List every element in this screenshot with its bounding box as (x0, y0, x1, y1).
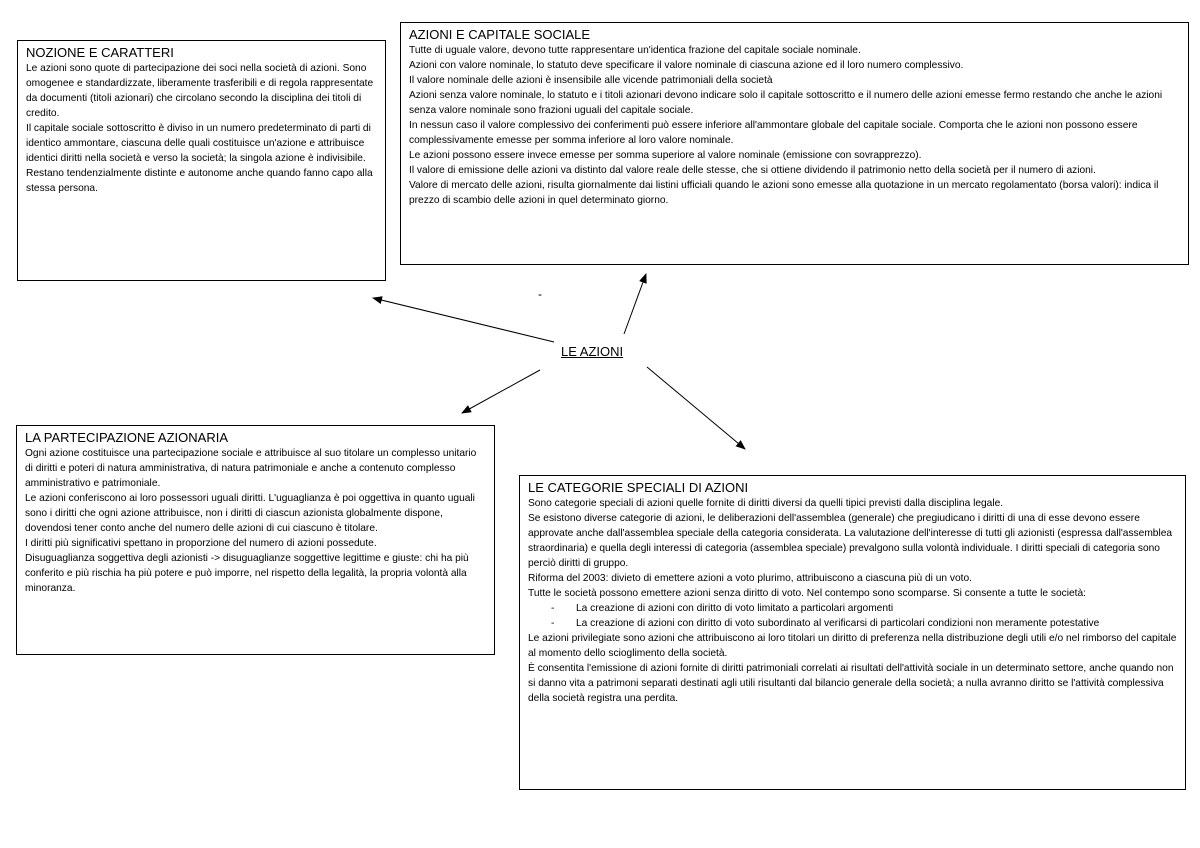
capitale-paragraph: Il valore nominale delle azioni è insensibile alle vicende patrimoniali della società (409, 75, 773, 86)
capitale-title: AZIONI E CAPITALE SOCIALE (409, 27, 591, 42)
arrow-to-capitale (624, 274, 646, 334)
center-label: LE AZIONI (561, 344, 624, 359)
list-item-text: La creazione di azioni con diritto di voto limitato a particolari argomenti (576, 603, 894, 614)
nozione-box (17, 40, 386, 281)
list-item (528, 601, 1177, 616)
categorie-paragraph: Se esistono diverse categorie di azioni, le deliberazioni dell'assemblea (generale) che pregiudicano i diritti di una di esse devono essere approvate anche dall'assemblea speciale della categoria considerata. La valutazione dell'interesse di tutti gli azionisti (espressa dall'assemblea straordinaria) e quella degli interessi di categoria (assemblea speciale) prevalgono sulla volontà individuale. I diritti speciali di categoria sono perciò diritti di gruppo. (528, 513, 1173, 569)
nozione-paragraph: Il capitale sociale sottoscritto è diviso in un numero predeterminato di parti di identico ammontare, ciascuna delle quali costituisce un'azione e attribuisce identici diritti nella società e verso la società; la singola azione è indivisibile. (26, 123, 371, 164)
partecipazione-box (16, 425, 495, 655)
arrow-to-categorie (647, 367, 745, 449)
arrow-to-nozione (373, 298, 554, 342)
capitale-paragraph: Le azioni possono essere invece emesse per somma superiore al valore nominale (emissione con sovrapprezzo). (409, 150, 922, 161)
capitale-paragraph: Valore di mercato delle azioni, risulta giornalmente dai listini ufficiali quando le azioni sono emesse alla quotazione in un mercato regolamentato (borsa valori): indica il prezzo di scambio delle azioni in quel determinato giorno. (409, 180, 1159, 206)
nozione-paragraph: Restano tendenzialmente distinte e autonome anche quando fanno capo alla stessa persona. (26, 168, 373, 194)
dash-marker: - (551, 603, 555, 614)
capitale-paragraph: Tutte di uguale valore, devono tutte rappresentare un'identica frazione del capitale sociale nominale. (409, 45, 861, 56)
categorie-box (519, 475, 1186, 790)
dash-marker: - (551, 618, 555, 629)
capitale-paragraph: Azioni con valore nominale, lo statuto deve specificare il valore nominale di ciascuna azione ed il loro numero complessivo. (409, 60, 964, 71)
capitale-paragraph: In nessun caso il valore complessivo dei conferimenti può essere inferiore all'ammontare globale del capitale sociale. Comporta che le azioni non possono essere complessivamente emesse per somma inferiore al loro valore nominale. (409, 120, 1138, 146)
categorie-paragraph: Tutte le società possono emettere azioni senza diritto di voto. Nel contempo sono scomparse. Si consente a tutte le società: (528, 588, 1086, 599)
stray-mark: - (538, 287, 542, 301)
capitale-box (400, 22, 1189, 265)
categorie-bullet-list (528, 601, 1177, 631)
categorie-paragraph: Riforma del 2003: divieto di emettere azioni a voto plurimo, attribuiscono a ciascuna più di un voto. (528, 573, 972, 584)
partecipazione-paragraph: I diritti più significativi spettano in proporzione del numero di azioni possedute. (25, 538, 377, 549)
arrow-to-partecipazione (462, 370, 540, 413)
categorie-paragraph: Sono categorie speciali di azioni quelle fornite di diritti diversi da quelli tipici previsti dalla disciplina legale. (528, 498, 1004, 509)
list-item (528, 616, 1177, 631)
partecipazione-title: LA PARTECIPAZIONE AZIONARIA (25, 430, 228, 445)
categorie-paragraph: È consentita l'emissione di azioni fornite di diritti patrimoniali correlati ai risultati dell'attività sociale in un determinato settore, anche quando non si danno vita a patrimoni separati destinati agli utili risultanti dal bilancio generale della società; a nulla avranno diritto se l'attività complessiva della società registra una perdita. (528, 663, 1174, 704)
capitale-paragraph: Azioni senza valore nominale, lo statuto e i titoli azionari devono indicare solo il capitale sottoscritto e il numero delle azioni emesse fermo restando che anche le azioni senza valore nominale sono frazioni uguali del capitale sociale. (409, 90, 1163, 116)
nozione-title: NOZIONE E CARATTERI (26, 45, 174, 60)
capitale-paragraph: Il valore di emissione delle azioni va distinto dal valore reale delle stesse, che si ottiene dividendo il patrimonio netto della società per il numero di azioni. (409, 165, 1096, 176)
partecipazione-paragraph: Disuguaglianza soggettiva degli azionisti -> disuguaglianze soggettive legittime e giuste: chi ha più conferito e più rischia ha più potere e può imporre, nel rispetto della legalità, la propria volontà alla minoranza. (25, 553, 469, 594)
nozione-paragraph: Le azioni sono quote di partecipazione dei soci nella società di azioni. Sono omogenee e standardizzate, liberamente trasferibili e di regola rappresentate da documenti (titoli azionari) che circolano secondo la disciplina dei titoli di credito. (26, 63, 374, 119)
categorie-paragraph: Le azioni privilegiate sono azioni che attribuiscono ai loro titolari un diritto di preferenza nella distribuzione degli utili e/o nel rimborso del capitale al momento dello scioglimento della società. (528, 633, 1177, 659)
partecipazione-paragraph: Le azioni conferiscono ai loro possessori uguali diritti. L'uguaglianza è poi oggettiva in quanto uguali sono i diritti che ogni azione attribuisce, non i diritti di ciascun azionista globalmente dispone, dovendosi tener conto anche del numero delle azioni di cui ciascuno è titolare. (25, 493, 475, 534)
list-item-text: La creazione di azioni con diritto di voto subordinato al verificarsi di particolari condizioni non meramente potestative (576, 618, 1100, 629)
categorie-title: LE CATEGORIE SPECIALI DI AZIONI (528, 480, 749, 495)
partecipazione-paragraph: Ogni azione costituisce una partecipazione sociale e attribuisce al suo titolare un complesso unitario di diritti e poteri di natura amministrativa, di natura patrimoniale e anche a contenuto complesso amministrativo e patrimoniale. (25, 448, 477, 489)
